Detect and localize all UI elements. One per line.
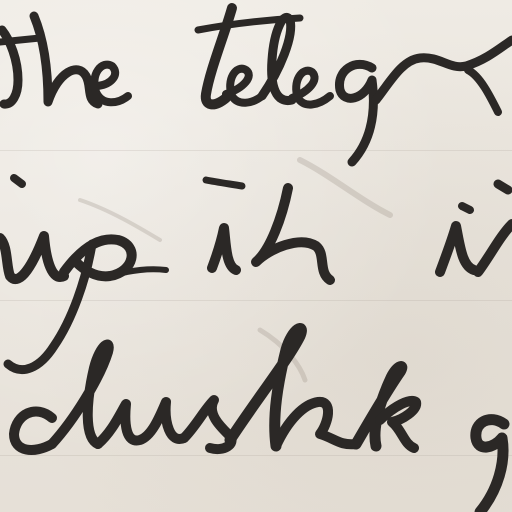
ink-letter-e [226, 69, 262, 103]
ink-letter-r [376, 40, 512, 100]
ink-letter-l [262, 17, 292, 100]
ink-line-1 [0, 8, 512, 162]
ink-dot [498, 184, 508, 190]
ink-letter-u [0, 236, 64, 279]
bleed-through-stroke [300, 160, 390, 215]
ink-dot [462, 206, 470, 210]
ink-letter-g [476, 420, 504, 512]
ink-line-3 [14, 328, 504, 512]
ink-letter-c [14, 411, 52, 450]
ink-letter-i [440, 226, 474, 272]
ink-letter-i [212, 228, 236, 270]
ink-letter-t [256, 188, 330, 280]
ink-letter-e [94, 65, 128, 103]
ink-letter-r-tail [468, 70, 498, 112]
ink-letter-s [478, 224, 512, 272]
ink-letter-g [339, 64, 373, 162]
ink-stroke [118, 269, 166, 274]
ink-letter-h [34, 16, 98, 104]
ink-letter-e [292, 71, 330, 105]
ink-dot [14, 178, 22, 184]
ink-letter-s [184, 400, 232, 449]
ink-letter-h-shoulder [276, 402, 356, 446]
ink-letter-u [98, 402, 184, 444]
ink-dot [206, 180, 242, 186]
ink-letter-k-arm [380, 401, 416, 448]
ink-letter-t-cross [0, 38, 40, 42]
bleed-through-stroke [80, 200, 160, 240]
ink-line-2 [0, 178, 512, 370]
ink-letter-l [52, 345, 109, 444]
